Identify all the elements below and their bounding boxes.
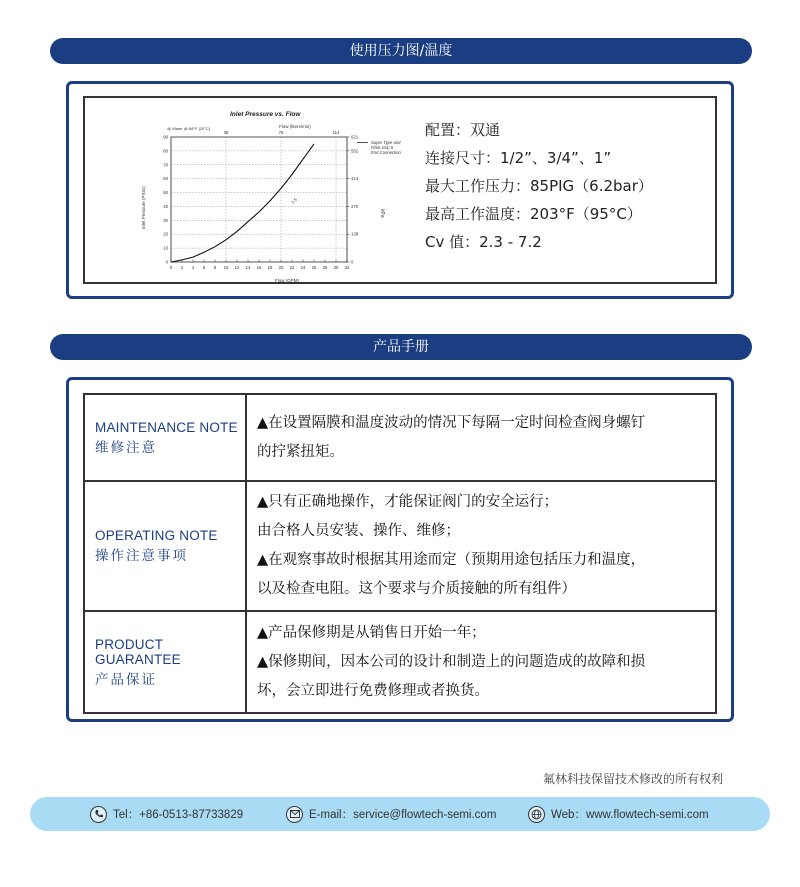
chart-xlabel: Flow (GPM) <box>275 278 299 283</box>
y-tick-label: 40 <box>163 203 168 209</box>
content-line: ▲在观察事故时根据其用途而定（预期用途包括压力和温度， <box>257 552 646 568</box>
y-tick-label: 90 <box>163 134 168 140</box>
globe-icon <box>528 806 545 823</box>
spec-max-temperature: 最高工作温度：203°F（95°C） <box>425 205 642 223</box>
spec-cv-value: Cv 值：2.3 - 7.2 <box>425 233 542 251</box>
section-header-product-manual <box>50 334 752 360</box>
chart-panel-inner <box>83 96 717 284</box>
table-row <box>84 611 716 713</box>
y2-tick-label: 552 <box>351 148 359 154</box>
y-tick-label: 20 <box>163 231 168 237</box>
content-line: 的拧紧扭矩。 <box>257 443 344 460</box>
label-zh: 操作注意事项 <box>95 548 188 564</box>
y-tick-label: 50 <box>163 190 168 196</box>
chart-title: Inlet Pressure vs. Flow <box>230 111 301 118</box>
table-row <box>84 481 716 611</box>
plot-frame <box>171 137 347 262</box>
y2-tick-label: 414 <box>351 176 359 182</box>
legend-line: End Connection <box>371 150 401 155</box>
y2-tick-label: 621 <box>351 134 359 140</box>
row-label <box>84 394 246 481</box>
section-title: 产品手册 <box>373 339 429 355</box>
table-row <box>84 394 716 481</box>
section-title: 使用压力图/温度 <box>349 43 453 59</box>
top-tick-label: 38 <box>223 130 229 135</box>
contact-web <box>528 797 709 831</box>
chart-ylabel: Inlet Pressure (PSIG) <box>141 186 146 229</box>
contact-email <box>286 797 496 831</box>
x-tick-label: 22 <box>289 265 295 270</box>
x-tick-label: 10 <box>223 265 229 270</box>
mail-icon <box>286 806 303 823</box>
row-content <box>246 481 716 611</box>
label-en: OPERATING NOTE <box>95 528 218 543</box>
x-tick-label: 12 <box>234 265 240 270</box>
row-label <box>84 611 246 713</box>
content-line: ▲只有正确地操作，才能保证阀门的安全运行； <box>257 494 559 510</box>
x-tick-label: 24 <box>300 265 306 270</box>
x-tick-label: 32 <box>344 265 350 270</box>
content-line: ▲在设置隔膜和温度波动的情况下每隔一定时间检查阀身螺钉 <box>257 414 646 431</box>
x-tick-label: 4 <box>191 265 195 270</box>
x-tick-label: 6 <box>202 265 206 270</box>
spec-connection-size: 连接尺寸：1/2”、3/4”、1” <box>425 149 612 167</box>
x-tick-label: 16 <box>256 265 262 270</box>
row-label <box>84 481 246 611</box>
y-tick-label: 0 <box>165 259 168 265</box>
spec-config: 配置：双通 <box>425 121 501 139</box>
inlet-pressure-chart <box>135 104 435 289</box>
chart-top-axis-label: Flow (liters/min) <box>279 124 311 129</box>
content-line: ▲保修期间，因本公司的设计和制造上的问题造成的故障和损 <box>257 653 646 670</box>
chart-corner-note: @ Water @ 68°F (20°C) <box>167 126 211 131</box>
label-zh: 产品保证 <box>95 671 157 688</box>
y-tick-label: 30 <box>163 217 168 223</box>
chart-y2label: kPa <box>379 209 385 218</box>
phone-text: Tel：+86-0513-87733829 <box>113 809 244 821</box>
chart-panel <box>66 81 734 299</box>
y-tick-label: 70 <box>163 162 168 168</box>
section-header-pressure-chart <box>50 38 752 64</box>
y-tick-label: 80 <box>163 148 168 154</box>
x-tick-label: 28 <box>322 265 328 270</box>
web-link[interactable]: Web：www.flowtech-semi.com <box>551 809 709 821</box>
label-en: PRODUCT GUARANTEE <box>95 636 181 667</box>
legend-line: Flare Grip II <box>371 145 394 150</box>
x-tick-label: 26 <box>311 265 317 270</box>
x-tick-label: 18 <box>267 265 273 270</box>
x-tick-label: 14 <box>245 265 251 270</box>
x-tick-label: 0 <box>169 265 173 270</box>
copyright-note: 氟林科技保留技术修改的所有权利 <box>542 772 723 786</box>
content-line: ▲产品保修期是从销售日开始一年； <box>257 624 486 641</box>
manual-table <box>83 393 717 714</box>
y-tick-label: 60 <box>163 176 168 182</box>
label-zh: 维修注意 <box>95 439 157 456</box>
y-tick-label: 10 <box>163 245 168 251</box>
label-en: MAINTENANCE NOTE <box>95 419 238 435</box>
top-tick-label: 114 <box>332 130 340 135</box>
contact-phone <box>90 797 243 831</box>
legend-line: Super Type and <box>371 140 401 145</box>
content-line: 由合格人员安装、操作、维修； <box>257 523 460 539</box>
content-line: 坏，会立即进行免费修理或者换货。 <box>257 682 489 699</box>
x-tick-label: 20 <box>278 265 284 270</box>
contact-footer <box>30 797 770 831</box>
x-tick-label: 30 <box>333 265 339 270</box>
spec-list <box>425 116 653 256</box>
chart-legend <box>371 140 401 155</box>
spec-max-pressure: 最大工作压力：85PIG（6.2bar） <box>425 177 653 195</box>
chart-curve-label: 2.5 <box>290 197 298 205</box>
top-tick-label: 76 <box>278 130 284 135</box>
phone-icon <box>90 806 107 823</box>
content-line: 以及检查电阻。这个要求与介质接触的所有组件） <box>257 581 576 597</box>
x-tick-label: 8 <box>213 265 217 270</box>
y2-tick-label: 276 <box>351 203 359 209</box>
y2-tick-label: 0 <box>351 259 354 265</box>
x-tick-label: 2 <box>180 265 184 270</box>
manual-panel <box>66 377 734 722</box>
row-content <box>246 394 716 481</box>
y2-tick-label: 138 <box>351 231 359 237</box>
row-content <box>246 611 716 713</box>
email-link[interactable]: E-mail：service@flowtech-semi.com <box>309 809 497 821</box>
